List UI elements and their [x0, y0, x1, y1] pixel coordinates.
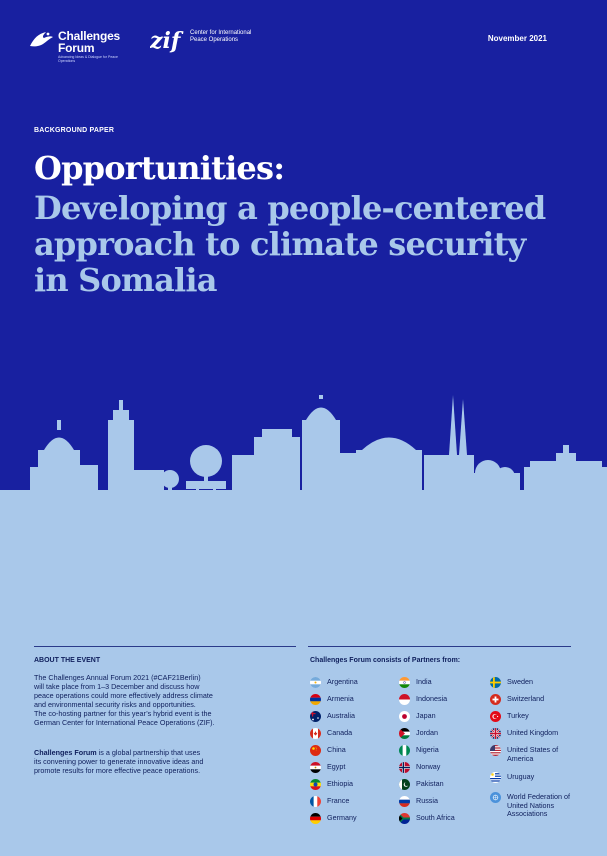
country-name: Nigeria	[416, 745, 439, 754]
germany-flag-icon	[310, 813, 321, 824]
partner-south-africa	[399, 814, 496, 824]
partner-egypt	[310, 763, 407, 773]
about-heading: ABOUT THE EVENT	[34, 657, 101, 664]
partner-canada	[310, 729, 407, 739]
country-name: Egypt	[327, 762, 346, 771]
partner-nigeria	[399, 746, 496, 756]
country-name: Ethiopia	[327, 779, 353, 788]
berlin-skyline-illustration	[0, 395, 607, 525]
egypt-flag-icon	[310, 762, 321, 773]
about-line: The co-hosting partner for this year’s hybrid event is the	[34, 709, 212, 718]
section-divider	[308, 646, 571, 647]
partner-united-states	[490, 746, 569, 763]
country-name: Argentina	[327, 677, 358, 686]
zif-logo	[150, 28, 270, 58]
partner-uruguay	[490, 773, 587, 783]
about-line: peace operations could more effectively address climate	[34, 691, 213, 700]
partner-china	[310, 746, 407, 756]
about-line: promote results for more effective peace operations.	[34, 766, 201, 775]
partner-switzerland	[490, 695, 587, 705]
partner-russia	[399, 797, 496, 807]
country-name: South Africa	[416, 813, 455, 822]
country-name: Indonesia	[416, 694, 448, 703]
partner-norway	[399, 763, 496, 773]
country-name: Canada	[327, 728, 353, 737]
country-name: Jordan	[416, 728, 438, 737]
zif-name: Center for International Peace Operations	[190, 30, 252, 43]
partner-turkey	[490, 712, 587, 722]
country-name: Sweden	[507, 677, 533, 686]
country-name: World Federation of United Nations Associations	[507, 792, 570, 818]
about-line: and environmental security risks and opportunities.	[34, 700, 196, 709]
australia-flag-icon	[310, 711, 321, 722]
switzerland-flag-icon	[490, 694, 501, 705]
subtitle-line: Developing a people-centered	[34, 189, 546, 227]
partner-germany	[310, 814, 407, 824]
about-line: The Challenges Annual Forum 2021 (#CAF21Berlin)	[34, 673, 201, 682]
russia-flag-icon	[399, 796, 410, 807]
jordan-flag-icon	[399, 728, 410, 739]
country-name: Turkey	[507, 711, 529, 720]
publication-date: November 2021	[487, 34, 547, 43]
united-states-flag-icon	[490, 745, 501, 756]
partners-heading: Challenges Forum consists of Partners from:	[310, 657, 461, 664]
subtitle-line: in Somalia	[34, 261, 217, 299]
partner-jordan	[399, 729, 496, 739]
section-divider	[34, 646, 296, 647]
country-name: Pakistan	[416, 779, 444, 788]
document-title: Opportunities:	[34, 149, 285, 187]
united-kingdom-flag-icon	[490, 728, 501, 739]
ethiopia-flag-icon	[310, 779, 321, 790]
partner-france	[310, 797, 407, 807]
armenia-flag-icon	[310, 694, 321, 705]
indonesia-flag-icon	[399, 694, 410, 705]
country-name: Japan	[416, 711, 436, 720]
country-name: Armenia	[327, 694, 354, 703]
partner-wfuna	[490, 793, 581, 819]
challenges-forum-logo	[28, 26, 128, 62]
wfuna-flag-icon	[490, 792, 501, 803]
partner-sweden	[490, 678, 587, 688]
country-name: Russia	[416, 796, 438, 805]
subtitle-line: approach to climate security	[34, 225, 526, 263]
sweden-flag-icon	[490, 677, 501, 688]
partner-argentina	[310, 678, 407, 688]
south-africa-flag-icon	[399, 813, 410, 824]
norway-flag-icon	[399, 762, 410, 773]
country-name: China	[327, 745, 346, 754]
about-paragraph-2	[34, 748, 284, 775]
nigeria-flag-icon	[399, 745, 410, 756]
partner-united-kingdom	[490, 729, 587, 739]
about-paragraph-1	[34, 673, 284, 727]
partner-japan	[399, 712, 496, 722]
partner-india	[399, 678, 496, 688]
argentina-flag-icon	[310, 677, 321, 688]
china-flag-icon	[310, 745, 321, 756]
country-name: United Kingdom	[507, 728, 559, 737]
turkey-flag-icon	[490, 711, 501, 722]
about-line	[34, 748, 284, 757]
country-name: Australia	[327, 711, 355, 720]
about-line-rest: is a global partnership that uses	[96, 748, 201, 757]
uruguay-flag-icon	[490, 772, 501, 783]
document-kicker: BACKGROUND PAPER	[34, 127, 115, 134]
challenges-forum-tagline: Advancing Ideas & Dialogue for Peace Operations	[58, 55, 118, 63]
about-line: its convening power to generate innovative ideas and	[34, 757, 204, 766]
challenges-forum-bold: Challenges Forum	[34, 748, 97, 757]
challenges-forum-name: Challenges Forum	[58, 29, 121, 55]
about-line: German Center for International Peace Operations (ZIF).	[34, 718, 215, 727]
partner-ethiopia	[310, 780, 407, 790]
country-name: United States of America	[507, 745, 559, 763]
canada-flag-icon	[310, 728, 321, 739]
country-name: Switzerland	[507, 694, 545, 703]
document-subtitle	[34, 190, 594, 298]
country-name: Norway	[416, 762, 441, 771]
zif-wordmark	[150, 28, 188, 54]
about-line: will take place from 1–3 December and discuss how	[34, 682, 200, 691]
japan-flag-icon	[399, 711, 410, 722]
partner-armenia	[310, 695, 407, 705]
partner-australia	[310, 712, 407, 722]
india-flag-icon	[399, 677, 410, 688]
partner-indonesia	[399, 695, 496, 705]
partner-pakistan	[399, 780, 496, 790]
dove-icon	[28, 28, 54, 54]
france-flag-icon	[310, 796, 321, 807]
country-name: France	[327, 796, 350, 805]
country-name: Uruguay	[507, 772, 535, 781]
pakistan-flag-icon	[399, 779, 410, 790]
zif-mark-text: zif	[150, 28, 181, 54]
country-name: India	[416, 677, 432, 686]
country-name: Germany	[327, 813, 357, 822]
